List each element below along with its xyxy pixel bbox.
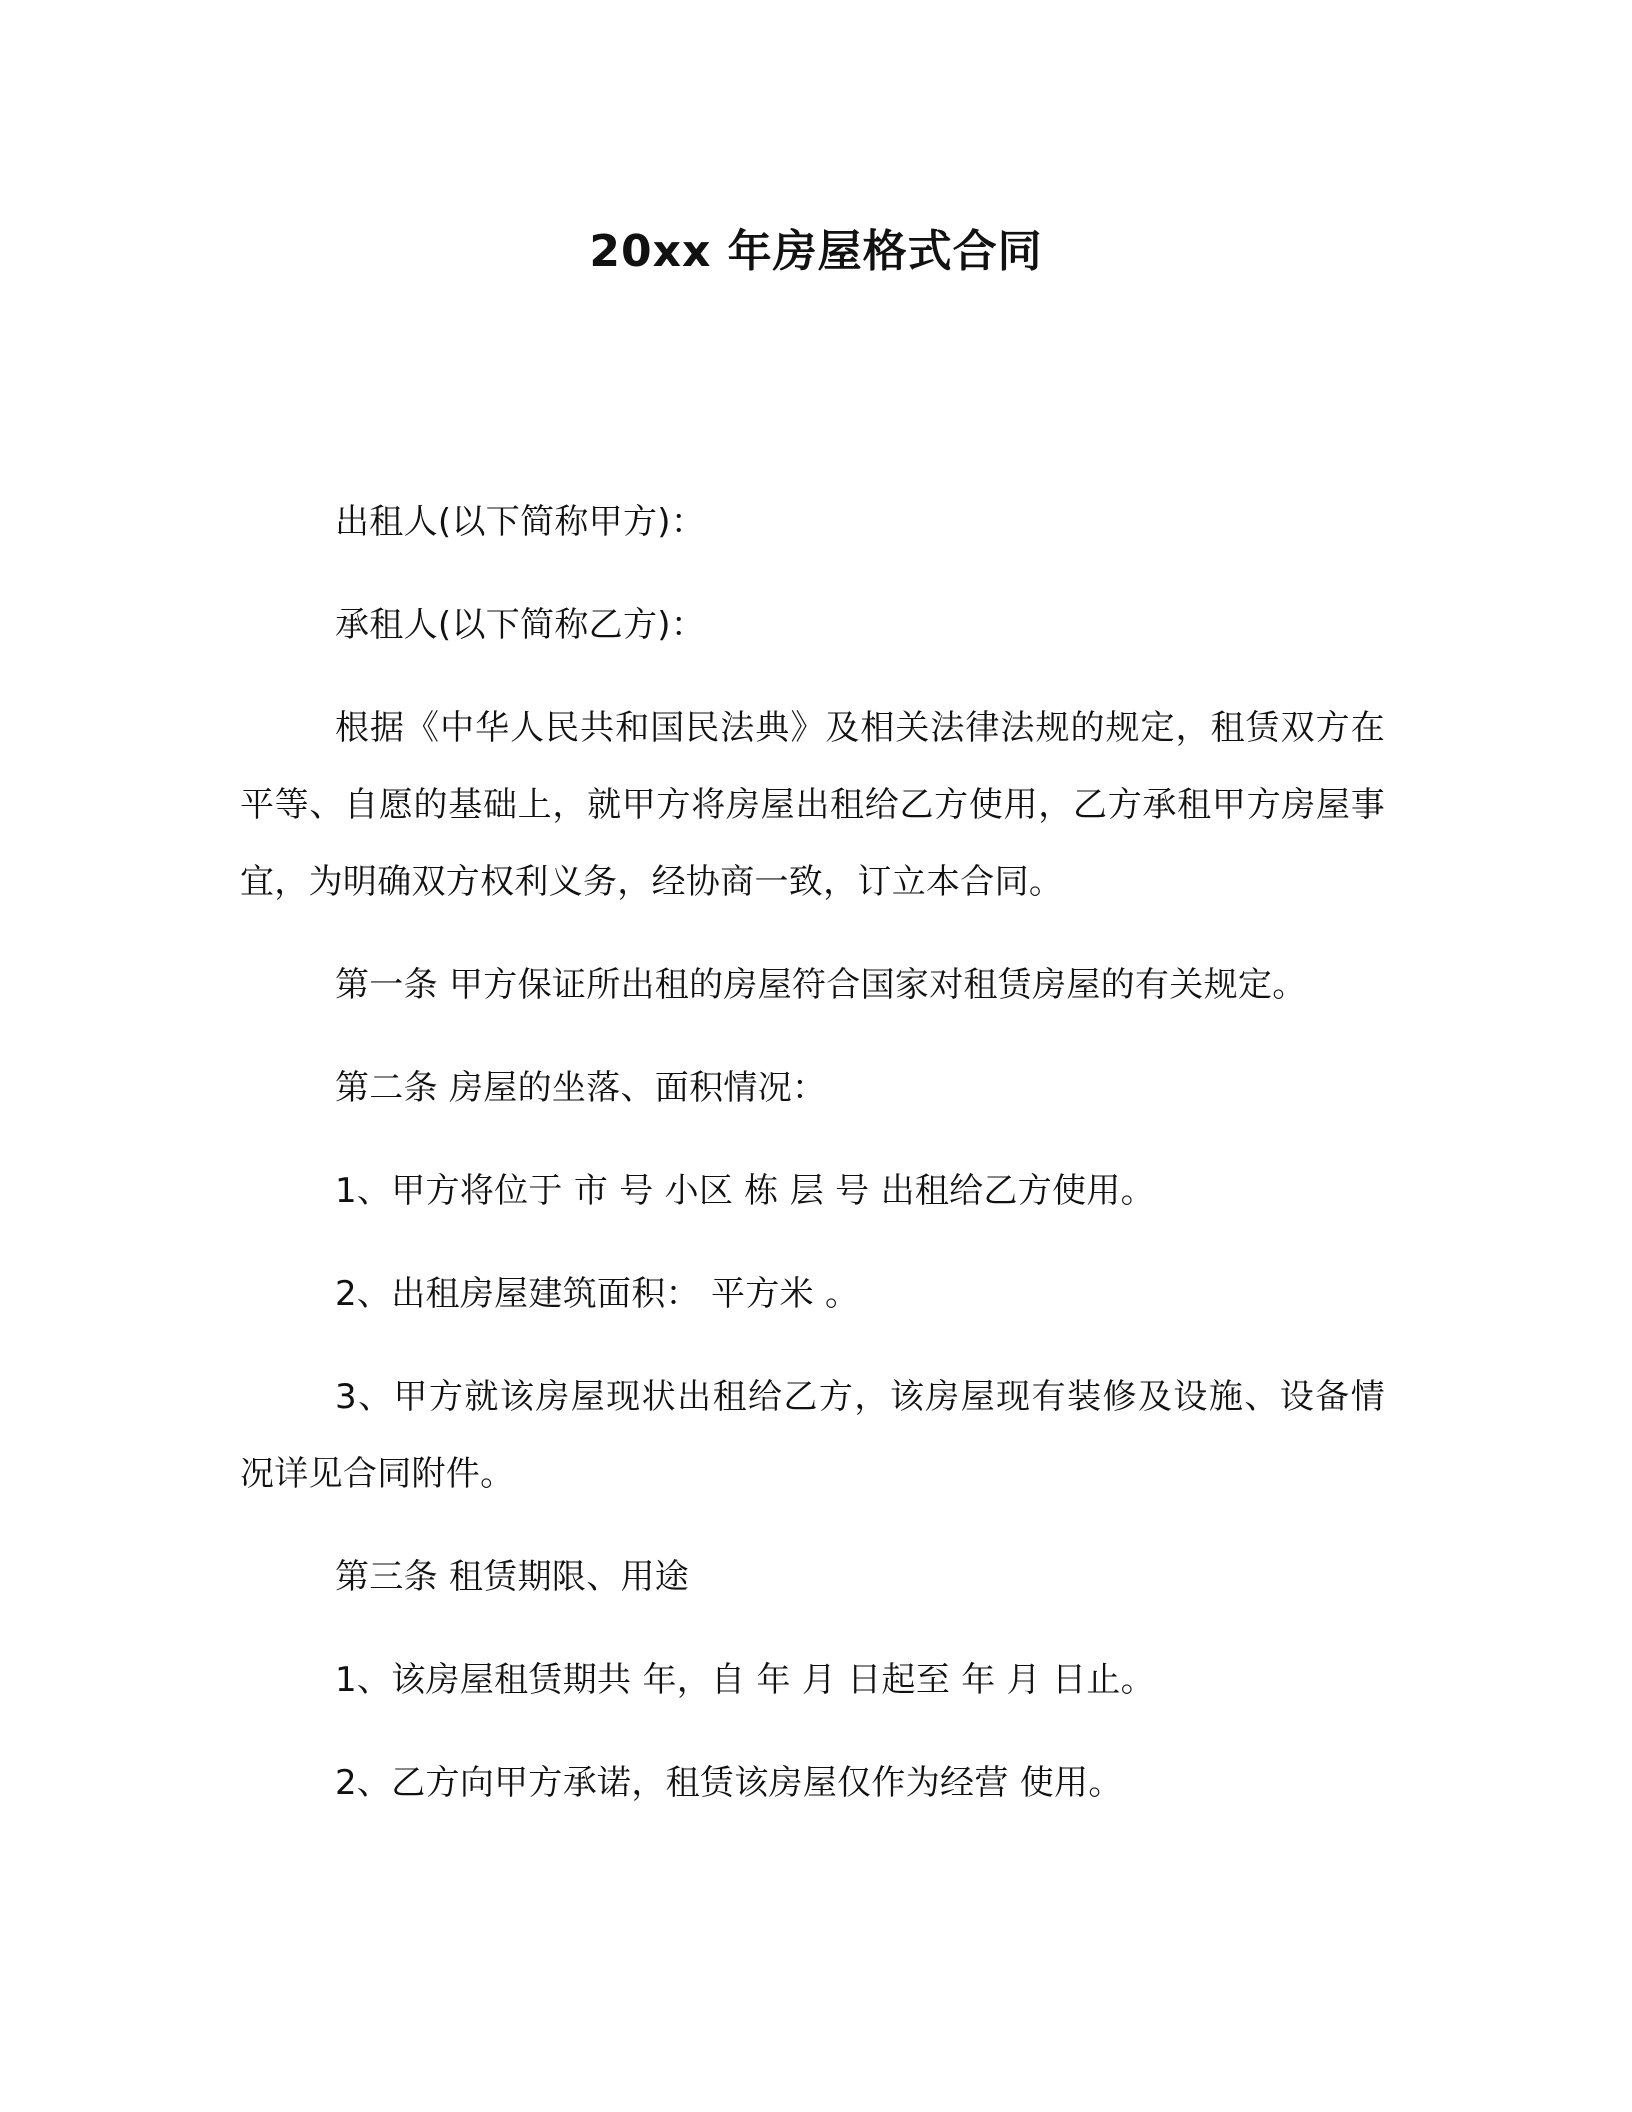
article-2-heading: 第二条 房屋的坐落、面积情况： [335, 1068, 827, 1108]
article-1: 第一条 甲方保证所出租的房屋符合国家对租赁房屋的有关规定。 [335, 965, 1307, 1005]
document-title: 20xx 年房屋格式合同 [589, 226, 1043, 277]
document-body [240, 484, 1385, 1848]
article-3-item-1: 1、该房屋租赁期共 年，自 年 月 日起至 年 月 日止。 [335, 1660, 1155, 1700]
article-3-heading: 第三条 租赁期限、用途 [335, 1557, 690, 1597]
preamble-paragraph: 根据《中华人民共和国民法典》及相关法律法规的规定，租赁双方在平等、自愿的基础上，就甲方将房屋出租给乙方使用，乙方承租甲方房屋事宜，为明确双方权利义务，经协商一致，订立本合同。 [240, 708, 1385, 902]
article-2-item-2: 2、出租房屋建筑面积： 平方米 。 [335, 1274, 860, 1314]
lessor-line: 出租人(以下简称甲方)： [335, 502, 706, 542]
lessee-line: 承租人(以下简称乙方)： [335, 605, 706, 645]
article-3-item-2: 2、乙方向甲方承诺，租赁该房屋仅作为经营 使用。 [335, 1763, 1123, 1803]
article-2-item-3: 3、甲方就该房屋现状出租给乙方，该房屋现有装修及设施、设备情况详见合同附件。 [240, 1377, 1385, 1494]
article-2-item-1: 1、甲方将位于 市 号 小区 栋 层 号 出租给乙方使用。 [335, 1171, 1155, 1211]
